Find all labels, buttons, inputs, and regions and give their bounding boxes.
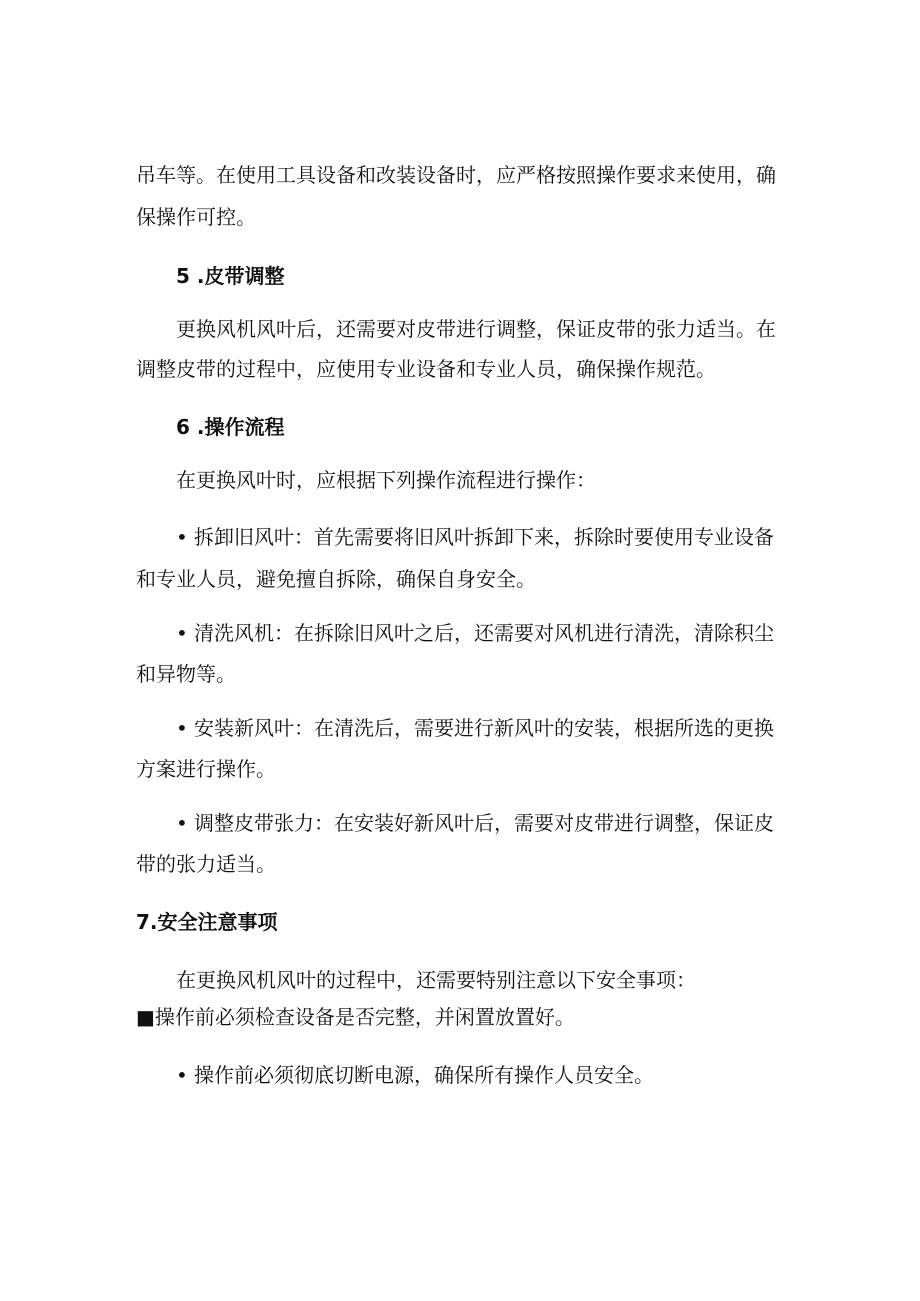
safety-item-2-text: 操作前必须彻底切断电源，确保所有操作人员安全。 [194, 1063, 654, 1087]
list-item-4-line-2: 带的张力适当。 [136, 852, 276, 876]
section-heading-7: 7.安全注意事项 [136, 910, 278, 934]
list-item-1-line-2: 和专业人员，避免擅自拆除，确保自身安全。 [136, 567, 536, 591]
list-item-2 [176, 619, 774, 647]
safety-item-1: ■操作前必须检查设备是否完整，并闲置放置好。 [136, 1005, 575, 1029]
section-heading-6: 6 .操作流程 [176, 415, 285, 439]
list-item-2-text: 清洗风机：在拆除旧风叶之后，还需要对风机进行清洗，清除积尘 [194, 621, 774, 645]
paragraph-5-line-1: 更换风机风叶后，还需要对皮带进行调整，保证皮带的张力适当。在 [176, 317, 776, 341]
bullet-icon: • [176, 621, 188, 645]
bullet-icon: • [176, 1063, 188, 1087]
bullet-icon: • [176, 525, 188, 549]
list-item-3-line-2: 方案进行操作。 [136, 757, 276, 781]
list-item-1-text: 拆卸旧风叶：首先需要将旧风叶拆卸下来，拆除时要使用专业设备 [194, 525, 774, 549]
bullet-icon: • [176, 716, 188, 740]
paragraph-intro-line-2: 保操作可控。 [136, 205, 256, 229]
paragraph-7-intro: 在更换风机风叶的过程中，还需要特别注意以下安全事项： [176, 968, 696, 992]
list-item-2-line-2: 和异物等。 [136, 662, 236, 686]
paragraph-5-line-2: 调整皮带的过程中，应使用专业设备和专业人员，确保操作规范。 [136, 357, 716, 381]
section-heading-5: 5 .皮带调整 [176, 264, 285, 288]
paragraph-intro-line-1: 吊车等。在使用工具设备和改装设备时，应严格按照操作要求来使用，确 [136, 163, 776, 187]
safety-item-2 [176, 1061, 654, 1089]
list-item-4-text: 调整皮带张力：在安装好新风叶后，需要对皮带进行调整，保证皮 [194, 811, 774, 835]
paragraph-6-intro: 在更换风叶时，应根据下列操作流程进行操作： [176, 468, 596, 492]
list-item-1 [176, 523, 774, 551]
bullet-icon: • [176, 811, 188, 835]
list-item-4 [176, 809, 774, 837]
list-item-3 [176, 714, 774, 742]
list-item-3-text: 安装新风叶：在清洗后，需要进行新风叶的安装，根据所选的更换 [194, 716, 774, 740]
